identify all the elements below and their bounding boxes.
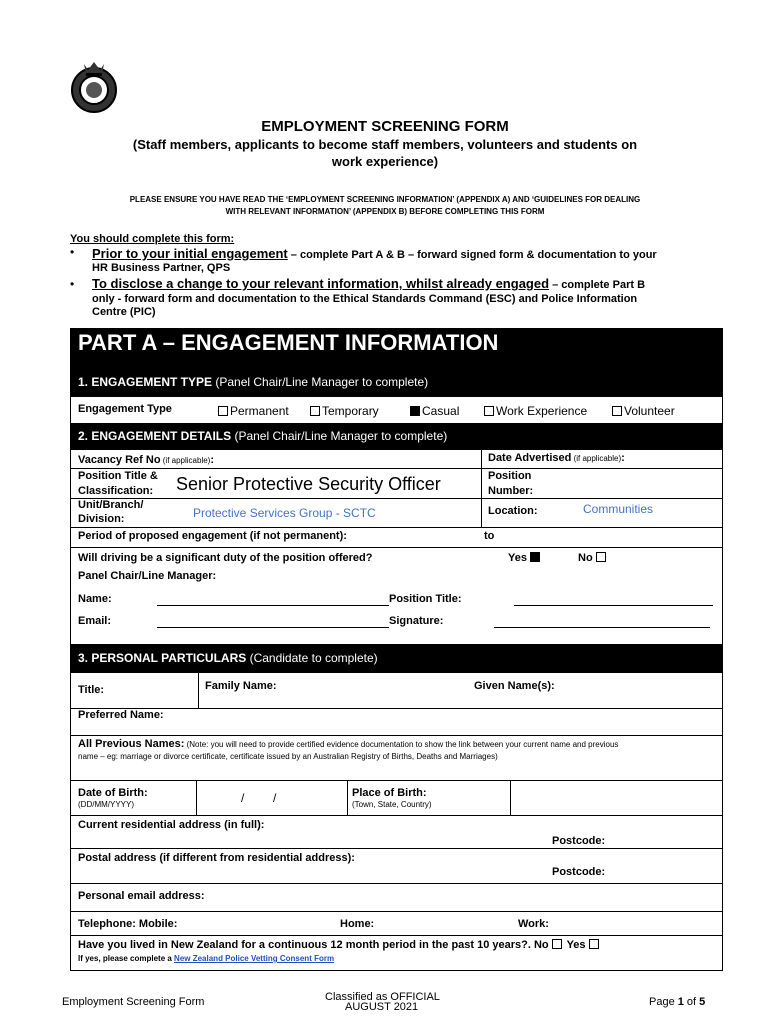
section-3-header: 3. PERSONAL PARTICULARS (Candidate to complete) — [70, 644, 723, 672]
vacancy-ref-label: Vacancy Ref No (if applicable): — [78, 454, 215, 466]
footer-classification: Classified as OFFICIAL — [325, 991, 440, 1003]
position-number-label-1: Position — [488, 470, 532, 482]
position-number-label-2: Number: — [488, 485, 534, 497]
postal-address-label: Postal address (if different from residential address): — [78, 852, 355, 864]
position-title-label-2: Classification: — [78, 485, 154, 497]
option-work-experience[interactable]: Work Experience — [484, 404, 587, 418]
dob-format: (DD/MM/YYYY) — [78, 800, 134, 809]
dob-separator-1: / — [241, 791, 245, 805]
family-name-label: Family Name: — [205, 680, 277, 692]
driving-no[interactable]: No — [578, 552, 608, 564]
previous-names-label: All Previous Names: (Note: you will need to provide certified evidence documentation to show the link between your current name and previous — [78, 738, 619, 750]
name-input-line[interactable] — [157, 605, 389, 606]
option-casual[interactable]: Casual — [410, 404, 459, 418]
form-subtitle-line2: work experience) — [331, 154, 439, 169]
casual-checkbox[interactable] — [410, 406, 420, 416]
location-label: Location: — [488, 505, 538, 517]
engagement-type-label: Engagement Type — [78, 403, 172, 415]
nz-consent-form-link[interactable]: New Zealand Police Vetting Consent Form — [174, 954, 335, 963]
signature-label: Signature: — [389, 615, 444, 627]
name-label: Name: — [78, 593, 112, 605]
bullet-2: To disclose a change to your relevant information, whilst already engaged – complete Part B — [92, 276, 646, 291]
section-2-header: 2. ENGAGEMENT DETAILS (Panel Chair/Line Manager to complete) — [70, 424, 723, 450]
preferred-name-label: Preferred Name: — [78, 709, 164, 721]
bullet-2-line2: only - forward form and documentation to the Ethical Standards Command (ESC) and Police Information — [92, 293, 638, 305]
bullet-1-line2: HR Business Partner, QPS — [92, 262, 231, 274]
notice-line1: PLEASE ENSURE YOU HAVE READ THE ‘EMPLOYMENT SCREENING INFORMATION’ (APPENDIX A) AND ‘GUIDELINES FOR DEALING — [129, 195, 641, 204]
signature-input-line[interactable] — [494, 627, 710, 628]
home-phone-label: Home: — [340, 918, 375, 930]
police-crest-logo — [66, 58, 122, 116]
bullet-2-line3: Centre (PIC) — [92, 306, 156, 318]
permanent-checkbox[interactable] — [218, 406, 228, 416]
option-permanent[interactable]: Permanent — [218, 404, 289, 418]
driving-question: Will driving be a significant duty of the position offered? — [78, 552, 373, 564]
notice-line2: WITH RELEVANT INFORMATION’ (APPENDIX B) BEFORE COMPLETING THIS FORM — [225, 207, 545, 216]
given-names-label: Given Name(s): — [474, 680, 555, 692]
telephone-mobile-label: Telephone: Mobile: — [78, 918, 178, 930]
date-advertised-label: Date Advertised (if applicable): — [488, 452, 625, 464]
email-input-line[interactable] — [157, 627, 389, 628]
title-label: Title: — [78, 684, 105, 696]
footer-date: AUGUST 2021 — [345, 1001, 419, 1013]
work-experience-checkbox[interactable] — [484, 406, 494, 416]
bullet-dot-1: • — [70, 245, 75, 259]
bullet-1: Prior to your initial engagement – complete Part A & B – forward signed form & documentation to your — [92, 246, 657, 261]
option-volunteer[interactable]: Volunteer — [612, 404, 675, 418]
location-value[interactable]: Communities — [583, 502, 654, 516]
nz-question: Have you lived in New Zealand for a continuous 12 month period in the past 10 years?. No Yes — [78, 939, 601, 951]
work-phone-label: Work: — [518, 918, 549, 930]
unit-value[interactable]: Protective Services Group - SCTC — [193, 506, 376, 520]
position-title-label-1: Position Title & — [78, 470, 158, 482]
dob-label: Date of Birth: — [78, 787, 148, 799]
panel-chair-label: Panel Chair/Line Manager: — [78, 570, 217, 582]
form-subtitle-line1: (Staff members, applicants to become staff members, volunteers and students on — [132, 137, 638, 152]
driving-yes-checkbox[interactable] — [530, 552, 540, 562]
position-title-input-line[interactable] — [514, 605, 713, 606]
driving-no-checkbox[interactable] — [596, 552, 606, 562]
unit-label-2: Division: — [78, 513, 125, 525]
pob-label: Place of Birth: — [352, 787, 427, 799]
previous-names-note: name – eg: marriage or divorce certificate, certificate issued by an Australian Registry of Births, Deaths and Marriages) — [78, 752, 498, 761]
position-title-value[interactable]: Senior Protective Security Officer — [176, 474, 441, 494]
postcode-label-1: Postcode: — [552, 835, 606, 847]
section-1-header: 1. ENGAGEMENT TYPE (Panel Chair/Line Manager to complete) — [70, 370, 723, 396]
nz-yes-checkbox[interactable] — [589, 939, 599, 949]
volunteer-checkbox[interactable] — [612, 406, 622, 416]
residential-address-label: Current residential address (in full): — [78, 819, 265, 831]
part-a-title: PART A – ENGAGEMENT INFORMATION — [70, 328, 723, 370]
period-to: to — [484, 530, 495, 542]
nz-instruction: If yes, please complete a New Zealand Police Vetting Consent Form — [78, 954, 335, 963]
unit-label-1: Unit/Branch/ — [78, 499, 144, 511]
form-title: EMPLOYMENT SCREENING FORM — [261, 118, 509, 135]
pob-format: (Town, State, Country) — [352, 800, 432, 809]
driving-yes[interactable]: Yes — [508, 552, 542, 564]
personal-email-label: Personal email address: — [78, 890, 205, 902]
period-label: Period of proposed engagement (if not permanent): — [78, 530, 347, 542]
bullet-dot-2: • — [70, 277, 75, 291]
email-label: Email: — [78, 615, 112, 627]
nz-no-checkbox[interactable] — [552, 939, 562, 949]
footer-page-number: Page 1 of 5 — [649, 996, 706, 1008]
footer-form-name: Employment Screening Form — [62, 996, 205, 1008]
postcode-label-2: Postcode: — [552, 866, 606, 878]
dob-separator-2: / — [273, 791, 277, 805]
position-title-field-label: Position Title: — [389, 593, 462, 605]
option-temporary[interactable]: Temporary — [310, 404, 379, 418]
temporary-checkbox[interactable] — [310, 406, 320, 416]
instructions-heading: You should complete this form: — [70, 233, 235, 245]
